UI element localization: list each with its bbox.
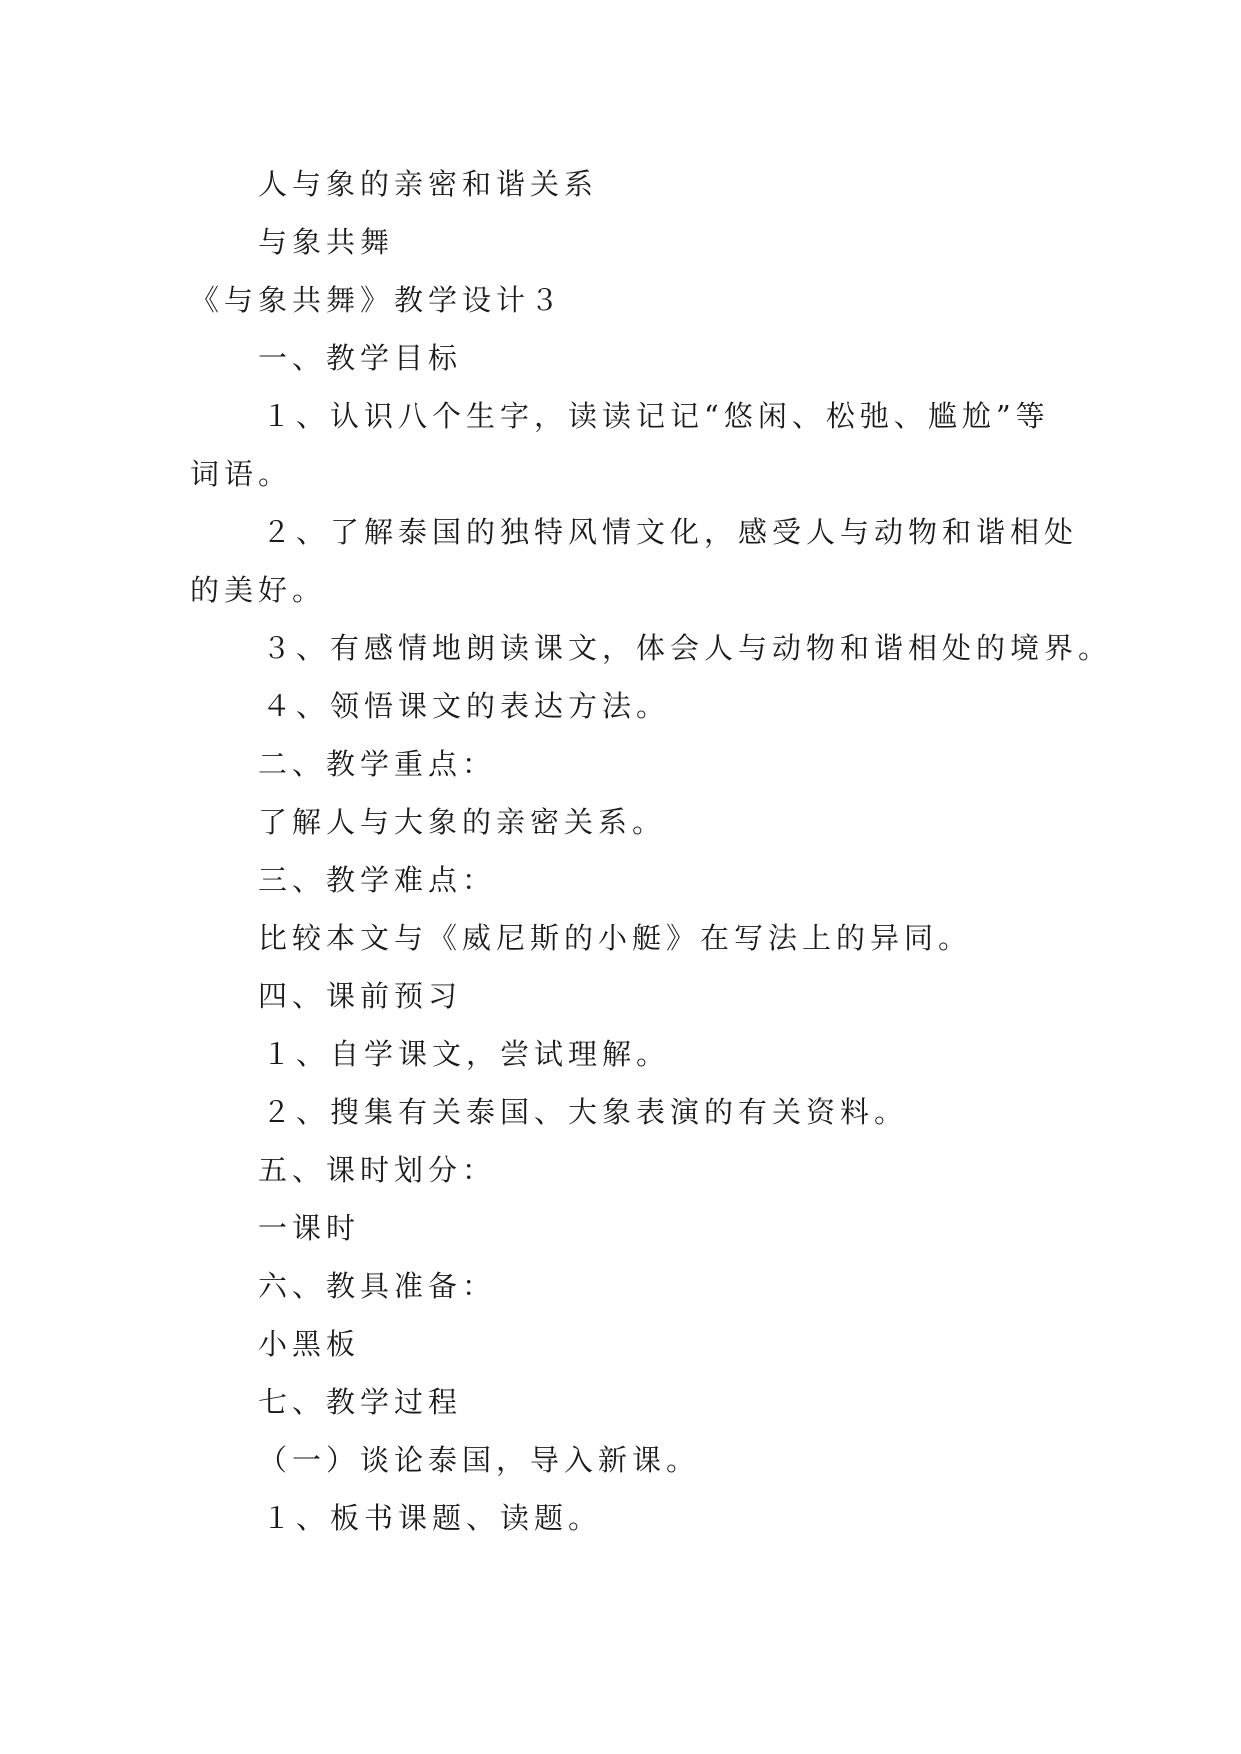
list-item: ２、了解泰国的独特风情文化，感受人与动物和谐相处 xyxy=(262,515,1079,549)
heading-teaching-aids: 六、教具准备： xyxy=(258,1269,497,1303)
text-line: 词语。 xyxy=(190,457,293,491)
list-item: ４、领悟课文的表达方法。 xyxy=(262,689,671,723)
heading-class-hours: 五、课时划分： xyxy=(258,1153,497,1187)
section-title: 《与象共舞》教学设计３ xyxy=(190,283,565,317)
list-item: １、认识八个生字，读读记记“悠闲、松弛、尴尬”等 xyxy=(262,399,1050,433)
list-item: ３、有感情地朗读课文，体会人与动物和谐相处的境界。 xyxy=(262,631,1113,665)
heading-difficulties: 三、教学难点： xyxy=(258,863,497,897)
text-line: 比较本文与《威尼斯的小艇》在写法上的异同。 xyxy=(258,921,973,955)
heading-objectives: 一、教学目标 xyxy=(258,341,463,375)
heading-preview: 四、课前预习 xyxy=(258,979,463,1013)
text-line: 与象共舞 xyxy=(258,225,395,259)
list-item: ２、搜集有关泰国、大象表演的有关资料。 xyxy=(262,1095,909,1129)
text-line: 人与象的亲密和谐关系 xyxy=(258,167,599,201)
subheading: （一）谈论泰国，导入新课。 xyxy=(258,1443,701,1477)
heading-key-points: 二、教学重点： xyxy=(258,747,497,781)
text-line: 小黑板 xyxy=(258,1327,361,1361)
list-item: １、自学课文，尝试理解。 xyxy=(262,1037,671,1071)
text-line: 一课时 xyxy=(258,1211,361,1245)
text-line: 了解人与大象的亲密关系。 xyxy=(258,805,667,839)
text-line: 的美好。 xyxy=(190,573,327,607)
list-item: １、板书课题、读题。 xyxy=(262,1501,603,1535)
heading-teaching-process: 七、教学过程 xyxy=(258,1385,463,1419)
